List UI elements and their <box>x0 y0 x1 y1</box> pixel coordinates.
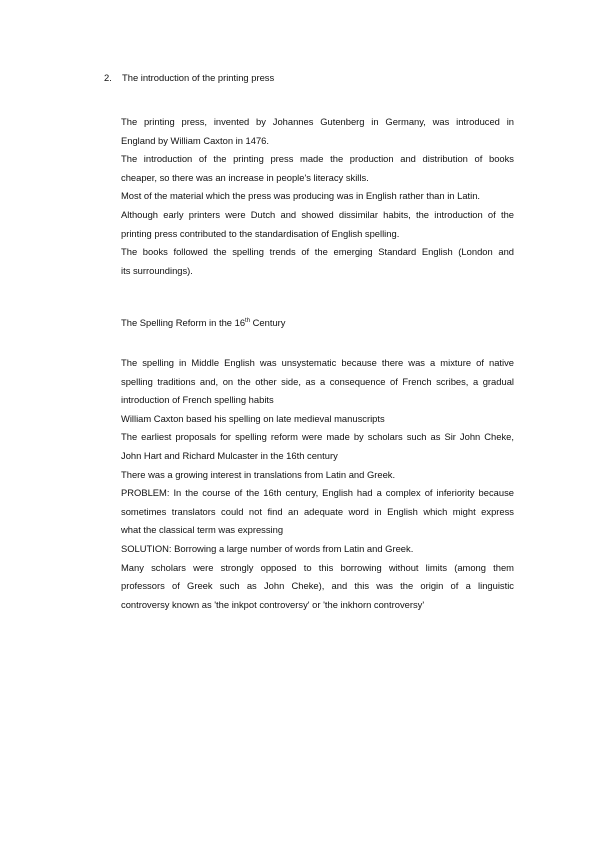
text-line: There was a growing interest in translations from Latin and Greek. <box>121 468 396 480</box>
paragraph <box>121 484 514 540</box>
paragraph <box>121 243 514 280</box>
ordinal-superscript: th <box>245 317 251 324</box>
text-line: Most of the material which the press was producing was in English rather than in Latin. <box>121 190 481 202</box>
text-line: controversy known as 'the inkpot controversy' or 'the inkhorn controversy' <box>121 598 425 610</box>
text-line: its surroundings). <box>121 264 193 276</box>
text-line: introduction of French spelling habits <box>121 394 274 406</box>
subsection-title-text-end: Century <box>250 317 286 328</box>
text-line: what the classical term was expressing <box>121 524 284 536</box>
text-line: sometimes translators could not find an adequate word in English which might express <box>121 505 514 517</box>
text-line: The earliest proposals for spelling reform were made by scholars such as Sir John Cheke, <box>121 431 514 443</box>
paragraph <box>121 540 514 559</box>
text-line: The printing press, invented by Johannes Gutenberg in Germany, was introduced in <box>121 116 514 127</box>
paragraph <box>121 187 514 206</box>
paragraph <box>121 466 514 485</box>
text-line: Many scholars were strongly opposed to this borrowing without limits (among them <box>121 561 514 573</box>
text-line: William Caxton based his spelling on late medieval manuscripts <box>121 412 385 424</box>
section-title: The introduction of the printing press <box>122 72 275 83</box>
paragraph <box>121 206 514 243</box>
subsection-title <box>121 317 514 329</box>
subsection-title-text: The Spelling Reform in the 16 <box>121 317 246 328</box>
text-line: The spelling in Middle English was unsystematic because there was a mixture of native <box>121 357 514 368</box>
paragraph <box>121 410 514 429</box>
paragraph <box>121 354 514 410</box>
text-line: Although early printers were Dutch and showed dissimilar habits, the introduction of the <box>121 208 514 220</box>
paragraph <box>121 428 514 465</box>
text-line: professors of Greek such as John Cheke), and this was the origin of a linguistic <box>121 580 514 592</box>
section-body-spelling-reform <box>121 354 514 614</box>
text-line: printing press contributed to the standardisation of English spelling. <box>121 227 400 239</box>
paragraph <box>121 150 514 187</box>
text-line: The books followed the spelling trends of the emerging Standard English (London and <box>121 246 514 258</box>
paragraph <box>121 559 514 615</box>
section-heading <box>104 72 524 84</box>
text-line: The introduction of the printing press made the production and distribution of books <box>121 153 514 165</box>
text-line: PROBLEM: In the course of the 16th century, English had a complex of inferiority because <box>121 487 514 499</box>
text-line: spelling traditions and, on the other side, as a consequence of French scribes, a gradual <box>121 375 514 387</box>
paragraph <box>121 113 514 150</box>
text-line: John Hart and Richard Mulcaster in the 16th century <box>121 449 338 461</box>
section-number: 2. <box>104 72 112 83</box>
section-body-printing-press <box>121 113 514 280</box>
text-line: cheaper, so there was an increase in people's literacy skills. <box>121 171 369 183</box>
text-line: SOLUTION: Borrowing a large number of words from Latin and Greek. <box>121 542 414 554</box>
text-line: England by William Caxton in 1476. <box>121 134 269 146</box>
